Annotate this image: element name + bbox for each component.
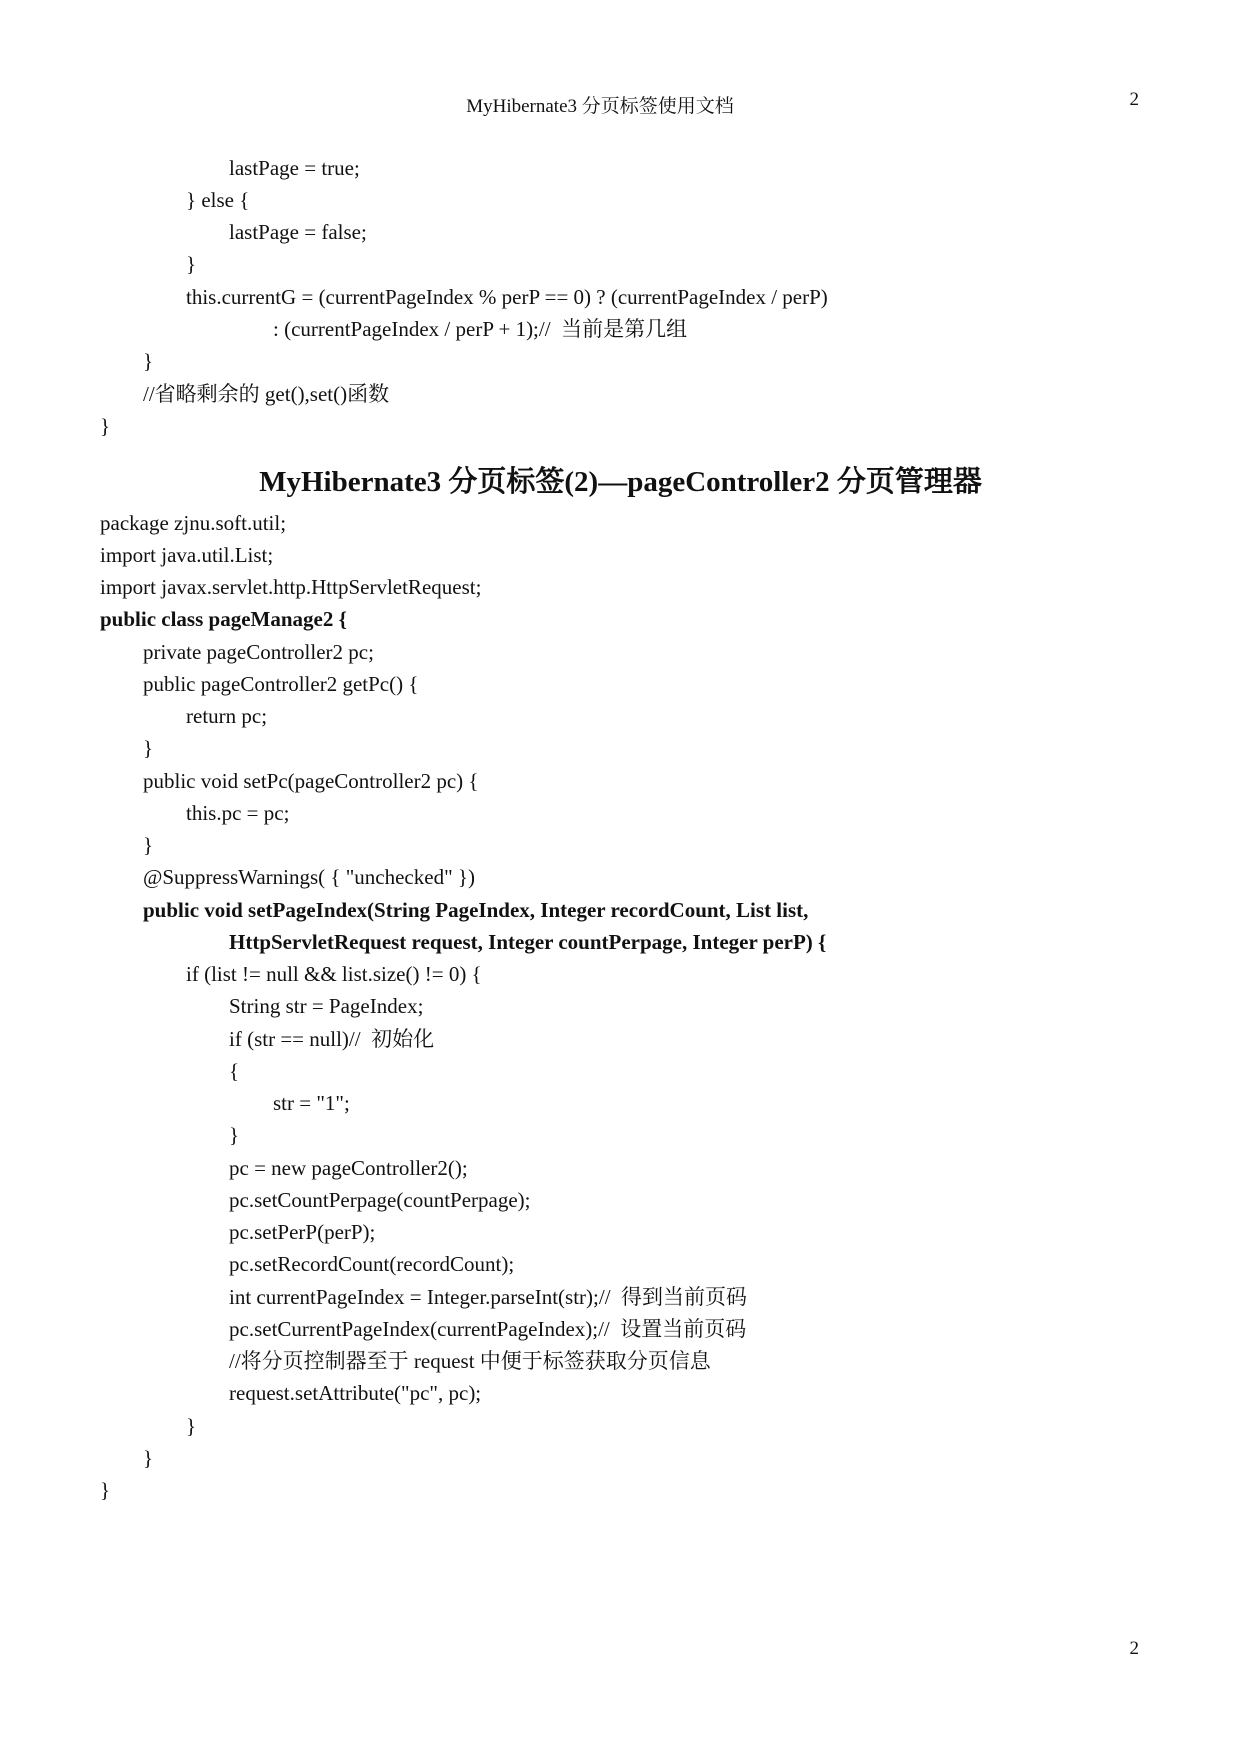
code-line: private pageController2 pc; [143,640,374,664]
code-line: this.pc = pc; [186,801,290,825]
code-line: } [143,1446,154,1470]
code-line: } [100,1478,111,1502]
code-line: @SuppressWarnings( { "unchecked" }) [143,865,475,889]
code-line: public void setPageIndex(String PageIndex, Integer recordCount, List list, [143,898,809,922]
code-line: } [143,833,154,857]
code-line: if (list != null && list.size() != 0) { [186,962,482,986]
code-line: pc.setRecordCount(recordCount); [229,1252,515,1276]
code-line: } else { [186,188,250,212]
header-page-number: 2 [1129,89,1139,110]
code-line: //省略剩余的 get(),set()函数 [143,382,390,406]
code-line: } [100,414,111,438]
code-line: String str = PageIndex; [229,994,424,1018]
code-line: if (str == null)// 初始化 [229,1027,435,1051]
code-line: pc.setCountPerpage(countPerpage); [229,1188,531,1212]
code-line: str = "1"; [273,1091,350,1115]
code-line: } [143,736,154,760]
code-line: request.setAttribute("pc", pc); [229,1381,482,1405]
code-line: import java.util.List; [100,543,274,567]
header-title: MyHibernate3 分页标签使用文档 [466,96,734,117]
code-line: } [186,252,197,276]
code-line: //将分页控制器至于 request 中便于标签获取分页信息 [229,1349,711,1373]
section-title: MyHibernate3 分页标签(2)—pageController2 分页管理器 [259,466,982,498]
code-line: public class pageManage2 { [100,607,347,631]
code-line: return pc; [186,704,268,728]
code-line: lastPage = true; [229,156,360,180]
code-line: pc.setPerP(perP); [229,1220,376,1244]
code-line: pc.setCurrentPageIndex(currentPageIndex);// 设置当前页码 [229,1317,747,1341]
code-line: } [229,1123,240,1147]
code-line: HttpServletRequest request, Integer countPerpage, Integer perP) { [229,930,827,954]
code-line: package zjnu.soft.util; [100,511,287,535]
code-line: } [186,1414,197,1438]
code-line: public pageController2 getPc() { [143,672,419,696]
code-line: } [143,349,154,373]
code-line: pc = new pageController2(); [229,1156,468,1180]
code-line: this.currentG = (currentPageIndex % perP == 0) ? (currentPageIndex / perP) [186,285,828,309]
code-line: import javax.servlet.http.HttpServletRequest; [100,575,482,599]
code-line: : (currentPageIndex / perP + 1);// 当前是第几组 [273,317,688,341]
code-line: lastPage = false; [229,220,367,244]
code-line: { [229,1059,240,1083]
code-line: int currentPageIndex = Integer.parseInt(str);// 得到当前页码 [229,1285,748,1309]
footer-page-number: 2 [1129,1638,1139,1659]
code-line: public void setPc(pageController2 pc) { [143,769,479,793]
